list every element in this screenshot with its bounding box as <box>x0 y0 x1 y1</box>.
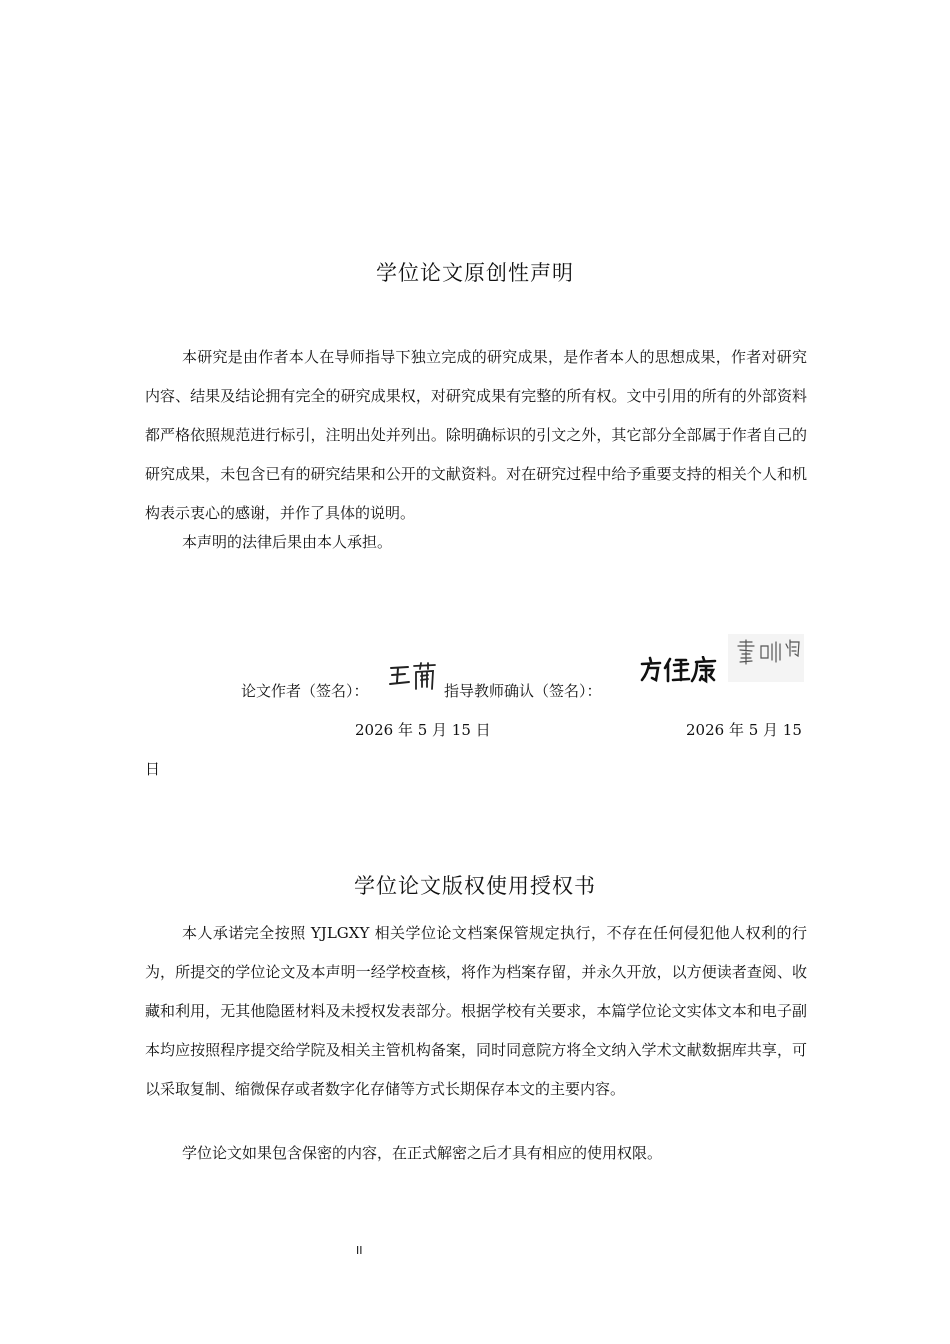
advisor-extra-signature-image <box>728 634 804 682</box>
author-signature-date: 2026 年 5 月 15 日 <box>355 721 491 739</box>
authorization-title: 学位论文版权使用授权书 <box>354 874 596 898</box>
advisor-signature-image <box>640 656 718 684</box>
advisor-signature-label: 指导教师确认（签名）： <box>444 682 602 700</box>
authorization-paragraph-1: 本人承诺完全按照 YJLGXY 相关学位论文档案保管规定执行，不存在任何侵犯他人权利的行为，所提交的学位论文及本声明一经学校查核，将作为档案存留，并永久开放，以方便读者查阅、收藏和利用，无其他隐匿材料及未授权发表部分。根据学校有关要求，本篇学位论文实体文本和电子副本均应按照程序提交给学院及相关主管机构备案，同时同意院方将全文纳入学术文献数据库共享，可以采取复制、缩微保存或者数字化存储等方式长期保存本文的主要内容。 <box>145 924 807 1098</box>
author-signature-image <box>388 662 440 692</box>
advisor-signature-date: 2026 年 5 月 15 <box>686 721 802 739</box>
author-signature-label: 论文作者（签名）： <box>241 682 369 700</box>
declaration-paragraph-2: 本声明的法律后果由本人承担。 <box>182 533 393 551</box>
authorization-paragraph-2: 学位论文如果包含保密的内容，在正式解密之后才具有相应的使用权限。 <box>182 1144 663 1162</box>
advisor-signature-date-wrap: 日 <box>145 760 161 778</box>
page-number: II <box>356 1244 363 1257</box>
declaration-paragraph-1: 本研究是由作者本人在导师指导下独立完成的研究成果，是作者本人的思想成果，作者对研究内容、结果及结论拥有完全的研究成果权，对研究成果有完整的所有权。文中引用的所有的外部资料都严格依照规范进行标引，注明出处并列出。除明确标识的引文之外，其它部分全部属于作者自己的研究成果，未包含已有的研究结果和公开的文献资料。对在研究过程中给予重要支持的相关个人和机构表示衷心的感谢，并作了具体的说明。 <box>145 348 807 522</box>
declaration-title: 学位论文原创性声明 <box>376 261 574 285</box>
